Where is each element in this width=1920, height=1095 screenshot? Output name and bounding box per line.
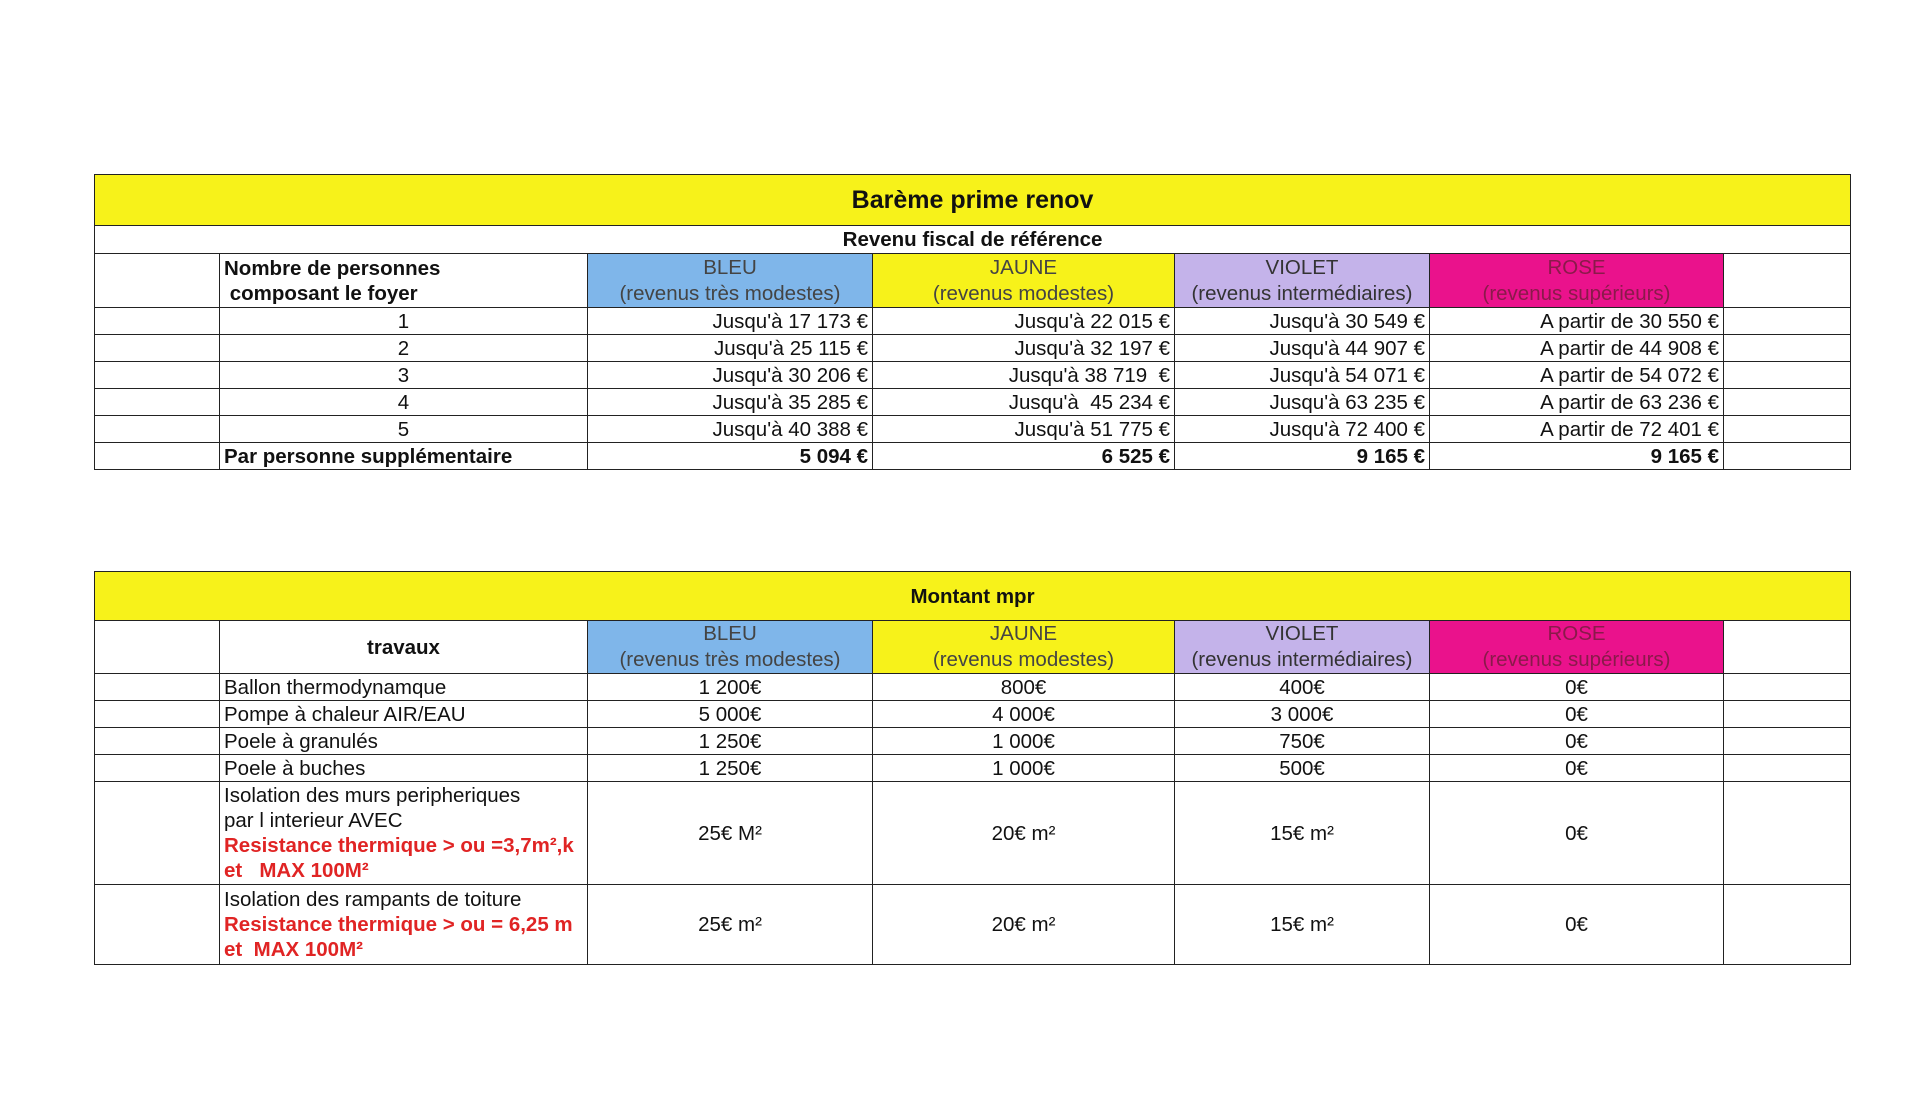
value-rose: A partir de 54 072 € xyxy=(1430,362,1724,389)
category-desc: (revenus supérieurs) xyxy=(1482,648,1671,671)
value-rose: 0€ xyxy=(1430,674,1724,701)
category-name: JAUNE xyxy=(989,622,1058,645)
value-bleu: Jusqu'à 35 285 € xyxy=(588,389,873,416)
value-rose: 0€ xyxy=(1430,885,1724,965)
label-line: Isolation des murs peripheriques xyxy=(224,784,521,807)
table-row xyxy=(95,335,1851,362)
value-jaune: 1 000€ xyxy=(873,755,1175,782)
value-jaune: Jusqu'à 45 234 € xyxy=(873,389,1175,416)
value-violet: Jusqu'à 54 071 € xyxy=(1175,362,1430,389)
value-jaune: Jusqu'à 51 775 € xyxy=(873,416,1175,443)
value-jaune: 4 000€ xyxy=(873,701,1175,728)
category-desc: (revenus supérieurs) xyxy=(1482,281,1671,305)
montant-title: Montant mpr xyxy=(95,572,1851,621)
empty-cell xyxy=(1724,389,1851,416)
empty-cell xyxy=(95,728,220,755)
persons-count: 4 xyxy=(220,389,588,416)
label-line: par l interieur AVEC xyxy=(224,809,403,832)
empty-cell xyxy=(95,443,220,470)
category-bleu xyxy=(588,621,873,674)
value-rose: 9 165 € xyxy=(1430,443,1724,470)
category-name: VIOLET xyxy=(1265,622,1339,645)
empty-cell xyxy=(1724,254,1851,308)
empty-cell xyxy=(95,416,220,443)
empty-cell xyxy=(95,621,220,674)
isolation-toiture-label xyxy=(220,885,588,965)
empty-cell xyxy=(95,254,220,308)
table-row-extra xyxy=(95,443,1851,470)
value-violet: 400€ xyxy=(1175,674,1430,701)
value-violet: Jusqu'à 30 549 € xyxy=(1175,308,1430,335)
category-name: ROSE xyxy=(1547,622,1606,645)
category-violet xyxy=(1175,254,1430,308)
empty-cell xyxy=(95,389,220,416)
category-jaune xyxy=(873,621,1175,674)
value-violet: 750€ xyxy=(1175,728,1430,755)
empty-cell xyxy=(1724,728,1851,755)
table-row xyxy=(95,674,1851,701)
table-row xyxy=(95,416,1851,443)
value-violet: Jusqu'à 72 400 € xyxy=(1175,416,1430,443)
empty-cell xyxy=(1724,674,1851,701)
value-bleu: Jusqu'à 25 115 € xyxy=(588,335,873,362)
travaux-header: travaux xyxy=(220,621,588,674)
value-rose: A partir de 30 550 € xyxy=(1430,308,1724,335)
travaux-label: Ballon thermodynamque xyxy=(220,674,588,701)
persons-count: 5 xyxy=(220,416,588,443)
category-bleu xyxy=(588,254,873,308)
table-row-isolation-murs xyxy=(95,782,1851,885)
category-jaune xyxy=(873,254,1175,308)
value-rose: 0€ xyxy=(1430,701,1724,728)
value-bleu: 25€ M² xyxy=(588,782,873,885)
resistance-note: Resistance thermique > ou = 6,25 m xyxy=(224,913,573,936)
empty-cell xyxy=(95,674,220,701)
value-violet: Jusqu'à 44 907 € xyxy=(1175,335,1430,362)
extra-person-label: Par personne supplémentaire xyxy=(220,443,588,470)
empty-cell xyxy=(95,782,220,885)
max-note: et MAX 100M² xyxy=(224,938,363,961)
table-row xyxy=(95,755,1851,782)
empty-cell xyxy=(1724,443,1851,470)
category-name: JAUNE xyxy=(989,255,1058,279)
persons-count: 3 xyxy=(220,362,588,389)
max-note: et MAX 100M² xyxy=(224,859,369,882)
category-name: ROSE xyxy=(1547,255,1606,279)
category-desc: (revenus intermédiaires) xyxy=(1191,281,1413,305)
category-desc: (revenus modestes) xyxy=(932,648,1115,671)
value-bleu: 1 250€ xyxy=(588,755,873,782)
empty-cell xyxy=(95,701,220,728)
table-row xyxy=(95,308,1851,335)
value-jaune: Jusqu'à 32 197 € xyxy=(873,335,1175,362)
value-rose: 0€ xyxy=(1430,782,1724,885)
travaux-label: Poele à buches xyxy=(220,755,588,782)
table-row xyxy=(95,701,1851,728)
category-name: BLEU xyxy=(703,622,757,645)
bareme-subtitle: Revenu fiscal de référence xyxy=(95,226,1851,254)
persons-header-line2: composant le foyer xyxy=(224,281,418,305)
value-jaune: 20€ m² xyxy=(873,782,1175,885)
empty-cell xyxy=(1724,755,1851,782)
empty-cell xyxy=(95,885,220,965)
value-violet: 9 165 € xyxy=(1175,443,1430,470)
empty-cell xyxy=(95,335,220,362)
value-jaune: 20€ m² xyxy=(873,885,1175,965)
bareme-title: Barème prime renov xyxy=(95,175,1851,226)
category-rose xyxy=(1430,621,1724,674)
value-violet: Jusqu'à 63 235 € xyxy=(1175,389,1430,416)
value-bleu: Jusqu'à 30 206 € xyxy=(588,362,873,389)
travaux-label: Poele à granulés xyxy=(220,728,588,755)
value-violet: 3 000€ xyxy=(1175,701,1430,728)
value-rose: A partir de 63 236 € xyxy=(1430,389,1724,416)
table-row xyxy=(95,362,1851,389)
empty-cell xyxy=(95,308,220,335)
empty-cell xyxy=(95,362,220,389)
category-violet xyxy=(1175,621,1430,674)
value-bleu: Jusqu'à 40 388 € xyxy=(588,416,873,443)
isolation-murs-label xyxy=(220,782,588,885)
value-bleu: 1 250€ xyxy=(588,728,873,755)
persons-header-line1: Nombre de personnes xyxy=(224,256,441,280)
bareme-table xyxy=(94,174,1851,470)
empty-cell xyxy=(1724,335,1851,362)
empty-cell xyxy=(1724,782,1851,885)
empty-cell xyxy=(1724,416,1851,443)
empty-cell xyxy=(1724,362,1851,389)
value-bleu: 5 000€ xyxy=(588,701,873,728)
table-row xyxy=(95,389,1851,416)
value-jaune: 6 525 € xyxy=(873,443,1175,470)
category-name: BLEU xyxy=(703,255,757,279)
value-bleu: 5 094 € xyxy=(588,443,873,470)
value-violet: 15€ m² xyxy=(1175,885,1430,965)
label-line: Isolation des rampants de toiture xyxy=(224,888,522,911)
persons-count: 2 xyxy=(220,335,588,362)
value-rose: A partir de 72 401 € xyxy=(1430,416,1724,443)
empty-cell xyxy=(1724,621,1851,674)
persons-count: 1 xyxy=(220,308,588,335)
category-rose xyxy=(1430,254,1724,308)
persons-header xyxy=(220,254,588,308)
empty-cell xyxy=(95,755,220,782)
empty-cell xyxy=(1724,701,1851,728)
montant-table xyxy=(94,571,1851,965)
value-rose: A partir de 44 908 € xyxy=(1430,335,1724,362)
value-rose: 0€ xyxy=(1430,755,1724,782)
category-desc: (revenus intermédiaires) xyxy=(1191,648,1413,671)
value-jaune: 800€ xyxy=(873,674,1175,701)
value-bleu: Jusqu'à 17 173 € xyxy=(588,308,873,335)
travaux-label: Pompe à chaleur AIR/EAU xyxy=(220,701,588,728)
category-name: VIOLET xyxy=(1265,255,1339,279)
table-row xyxy=(95,728,1851,755)
value-bleu: 25€ m² xyxy=(588,885,873,965)
value-jaune: 1 000€ xyxy=(873,728,1175,755)
empty-cell xyxy=(1724,885,1851,965)
value-violet: 500€ xyxy=(1175,755,1430,782)
value-bleu: 1 200€ xyxy=(588,674,873,701)
category-desc: (revenus très modestes) xyxy=(619,281,841,305)
value-jaune: Jusqu'à 22 015 € xyxy=(873,308,1175,335)
value-violet: 15€ m² xyxy=(1175,782,1430,885)
category-desc: (revenus très modestes) xyxy=(619,648,841,671)
table-row-isolation-toiture xyxy=(95,885,1851,965)
empty-cell xyxy=(1724,308,1851,335)
resistance-note: Resistance thermique > ou =3,7m²,k xyxy=(224,834,574,857)
value-jaune: Jusqu'à 38 719 € xyxy=(873,362,1175,389)
value-rose: 0€ xyxy=(1430,728,1724,755)
category-desc: (revenus modestes) xyxy=(932,281,1115,305)
